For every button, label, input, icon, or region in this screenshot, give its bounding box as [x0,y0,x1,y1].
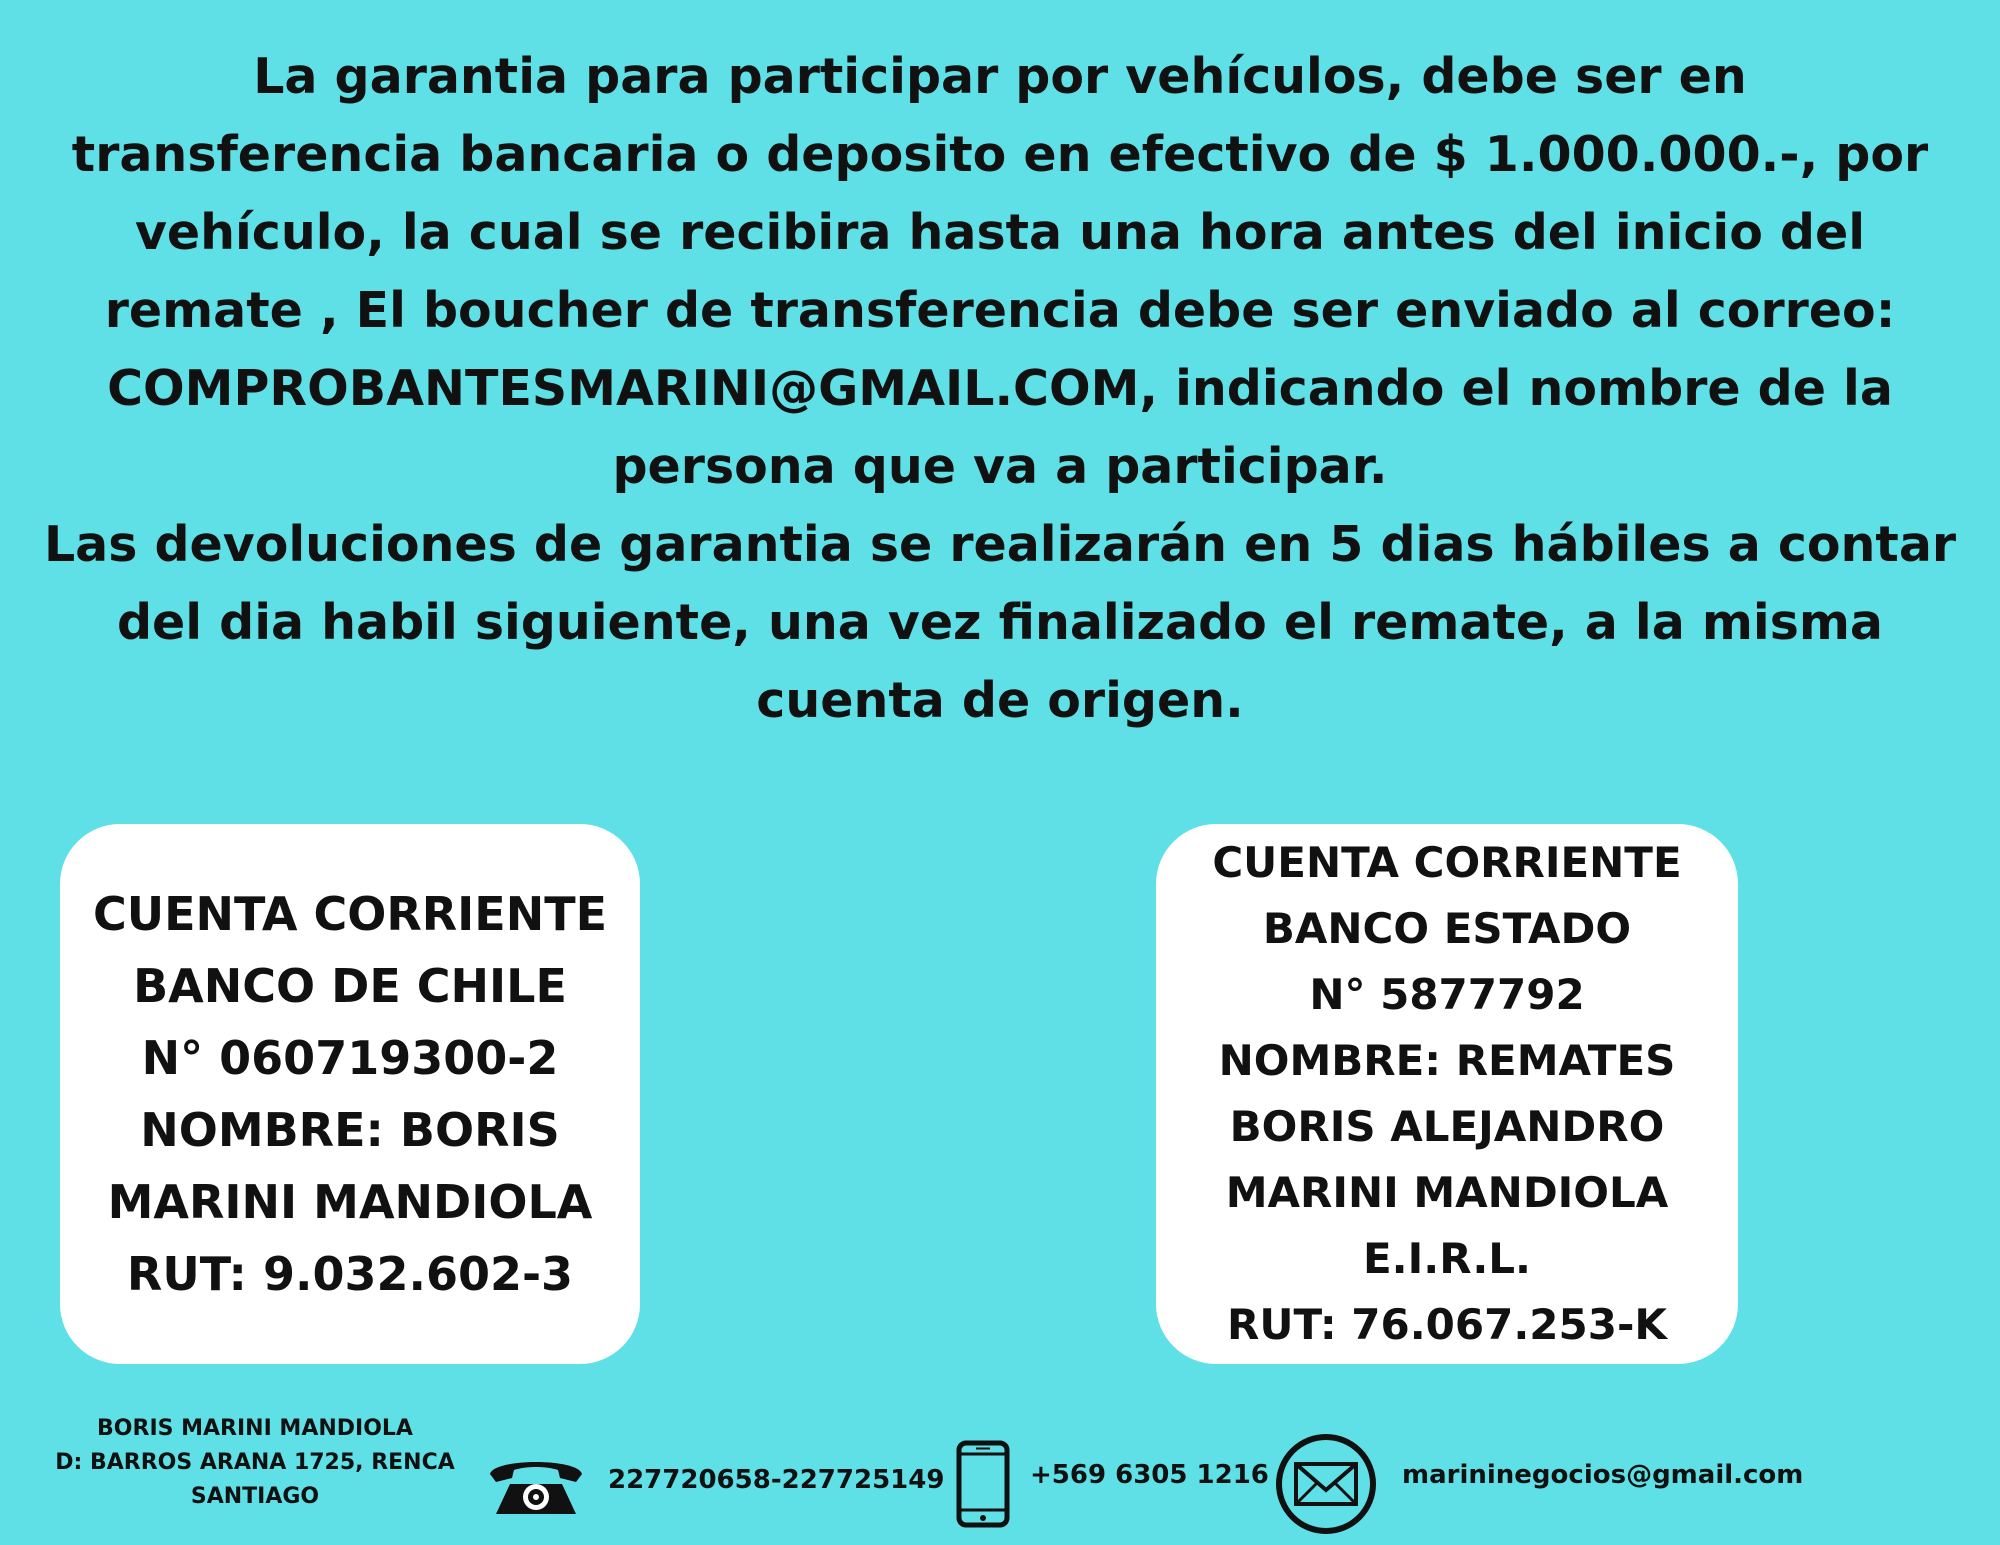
bank-account-card-banco-de-chile [60,824,640,1364]
account-holder: BORIS ALEJANDRO [1229,1102,1665,1151]
guarantee-notice [0,38,2000,740]
notice-paragraph-1 [0,38,2000,506]
bank-account-card-banco-estado [1156,824,1738,1364]
contact-email: marininegocios@gmail.com [1402,1460,1804,1490]
notice-email-line: COMPROBANTESMARINI@GMAIL.COM, indicando el nombre de la [107,360,1893,417]
notice-line: remate , El boucher de transferencia debe ser enviado al correo: [104,282,1896,339]
account-number: N° 5877792 [1309,970,1585,1019]
account-holder: NOMBRE: BORIS [140,1103,560,1157]
address-line: BORIS MARINI MANDIOLA [97,1416,413,1441]
notice-paragraph-2 [0,506,2000,740]
account-holder: E.I.R.L. [1362,1234,1532,1283]
notice-line: cuenta de origen. [756,672,1244,729]
notice-line: persona que va a participar. [612,438,1388,495]
notice-line: vehículo, la cual se recibira hasta una hora antes del inicio del [134,204,1866,261]
account-number: N° 060719300-2 [141,1031,559,1085]
account-holder: MARINI MANDIOLA [1225,1168,1669,1217]
telephone-icon [484,1450,588,1522]
landline-numbers: 227720658-227725149 [608,1465,945,1495]
bank-name: BANCO ESTADO [1262,904,1632,953]
notice-line: Las devoluciones de garantia se realizarán en 5 dias hábiles a contar [43,516,1957,573]
notice-line: La garantia para participar por vehículos, debe ser en [253,48,1747,105]
mobile-number: +569 6305 1216 [1030,1460,1269,1490]
bank-name: BANCO DE CHILE [133,959,567,1013]
account-rut: RUT: 9.032.602-3 [126,1247,574,1301]
address-line: D: BARROS ARANA 1725, RENCA [55,1450,455,1475]
mobile-phone-icon [956,1440,1010,1532]
footer-address [50,1412,460,1514]
account-holder: NOMBRE: REMATES [1218,1036,1676,1085]
envelope-icon [1274,1432,1378,1540]
address-line: SANTIAGO [190,1484,320,1509]
notice-line: transferencia bancaria o deposito en efectivo de $ 1.000.000.-, por [71,126,1929,183]
account-rut: RUT: 76.067.253-K [1227,1300,1667,1349]
account-type: CUENTA CORRIENTE [93,887,607,941]
notice-line: del dia habil siguiente, una vez finalizado el remate, a la misma [116,594,1883,651]
account-holder: MARINI MANDIOLA [107,1175,593,1229]
account-type: CUENTA CORRIENTE [1212,838,1682,887]
